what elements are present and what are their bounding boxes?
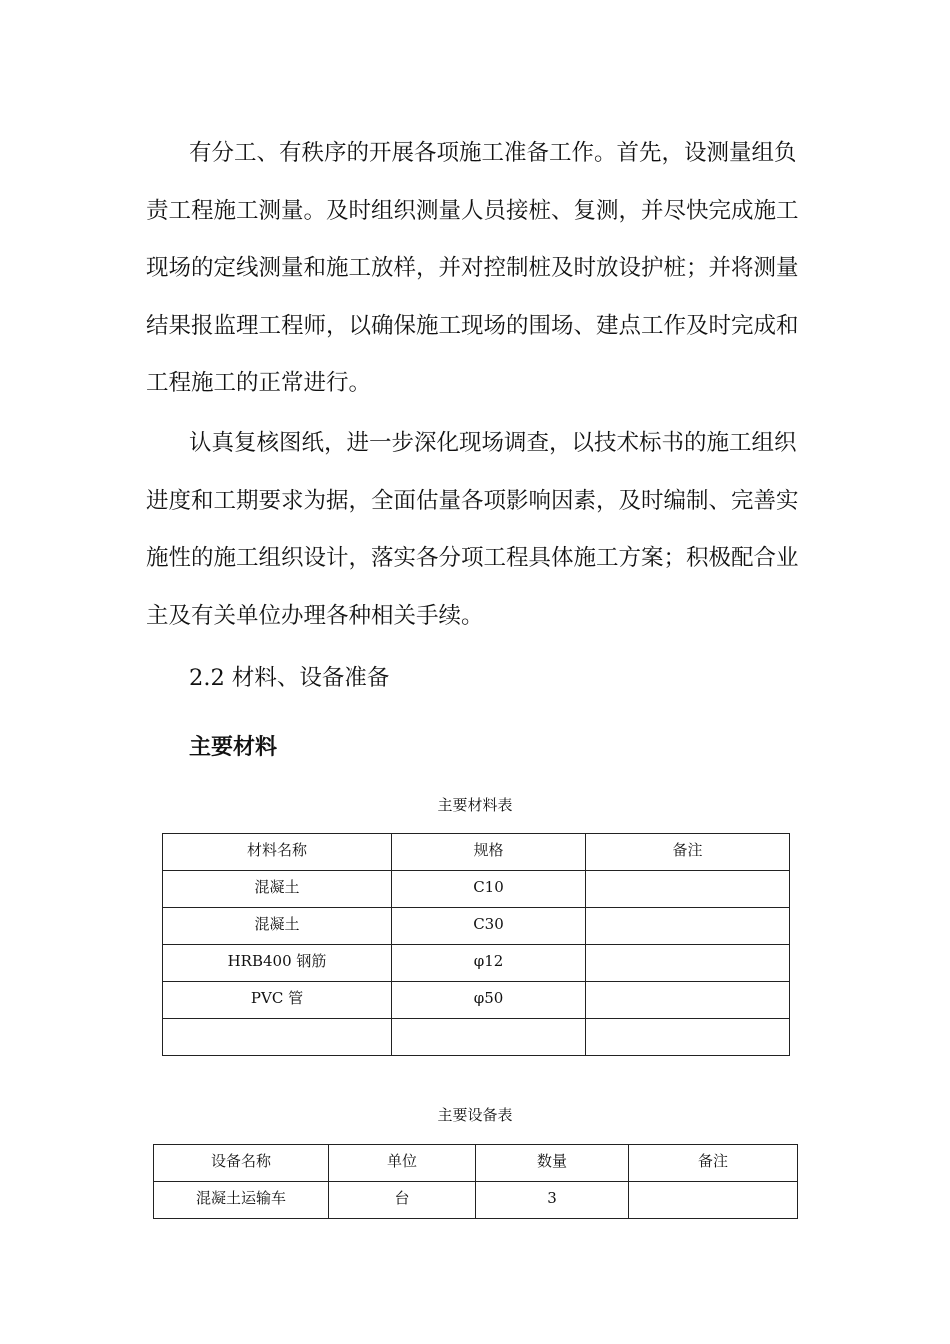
section-heading: 2.2 材料、设备准备 — [189, 665, 390, 691]
table-row — [163, 945, 790, 982]
table-cell: C10 — [392, 871, 586, 908]
table-row — [154, 1182, 798, 1219]
table-header-row — [163, 834, 790, 871]
paragraph-line: 有分工、有秩序的开展各项施工准备工作。首先，设测量组负 — [189, 140, 797, 166]
table-row — [163, 908, 790, 945]
paragraph-line: 施性的施工组织设计，落实各分项工程具体施工方案；积极配合业 — [146, 545, 799, 571]
table-cell: 台 — [329, 1182, 476, 1219]
table-cell: 混凝土 — [163, 871, 392, 908]
subheading-main-materials: 主要材料 — [189, 735, 278, 760]
paragraph-line: 责工程施工测量。及时组织测量人员接桩、复测，并尽快完成施工 — [146, 198, 799, 224]
table-header-cell: 备注 — [629, 1145, 798, 1182]
materials-table-caption: 主要材料表 — [437, 796, 513, 814]
table-header-cell: 材料名称 — [163, 834, 392, 871]
table-header-cell: 设备名称 — [154, 1145, 329, 1182]
table-cell — [586, 871, 790, 908]
paragraph-line: 工程施工的正常进行。 — [146, 370, 372, 396]
table-header-cell: 单位 — [329, 1145, 476, 1182]
table-header-row — [154, 1145, 798, 1182]
table-header-cell: 数量 — [476, 1145, 629, 1182]
paragraph-line: 主及有关单位办理各种相关手续。 — [146, 603, 484, 629]
equipment-table — [153, 1144, 798, 1219]
paragraph-line: 进度和工期要求为据，全面估量各项影响因素，及时编制、完善实 — [146, 488, 799, 514]
materials-table — [162, 833, 790, 1056]
table-cell: 3 — [476, 1182, 629, 1219]
table-cell — [586, 982, 790, 1019]
table-header-cell: 规格 — [392, 834, 586, 871]
paragraph-line: 结果报监理工程师，以确保施工现场的围场、建点工作及时完成和 — [146, 313, 799, 339]
table-cell — [629, 1182, 798, 1219]
paragraph-line: 认真复核图纸，进一步深化现场调查，以技术标书的施工组织 — [189, 430, 797, 456]
table-cell — [586, 908, 790, 945]
table-row — [163, 1019, 790, 1056]
table-cell — [392, 1019, 586, 1056]
table-cell: 混凝土 — [163, 908, 392, 945]
table-cell: PVC 管 — [163, 982, 392, 1019]
table-cell: 混凝土运输车 — [154, 1182, 329, 1219]
equipment-table-caption: 主要设备表 — [437, 1106, 513, 1124]
table-cell: HRB400 钢筋 — [163, 945, 392, 982]
paragraph-line: 现场的定线测量和施工放样，并对控制桩及时放设护桩；并将测量 — [146, 255, 799, 281]
table-cell: φ12 — [392, 945, 586, 982]
table-cell: φ50 — [392, 982, 586, 1019]
table-header-cell: 备注 — [586, 834, 790, 871]
table-cell: C30 — [392, 908, 586, 945]
table-row — [163, 871, 790, 908]
table-cell — [586, 945, 790, 982]
table-cell — [586, 1019, 790, 1056]
table-cell — [163, 1019, 392, 1056]
table-row — [163, 982, 790, 1019]
